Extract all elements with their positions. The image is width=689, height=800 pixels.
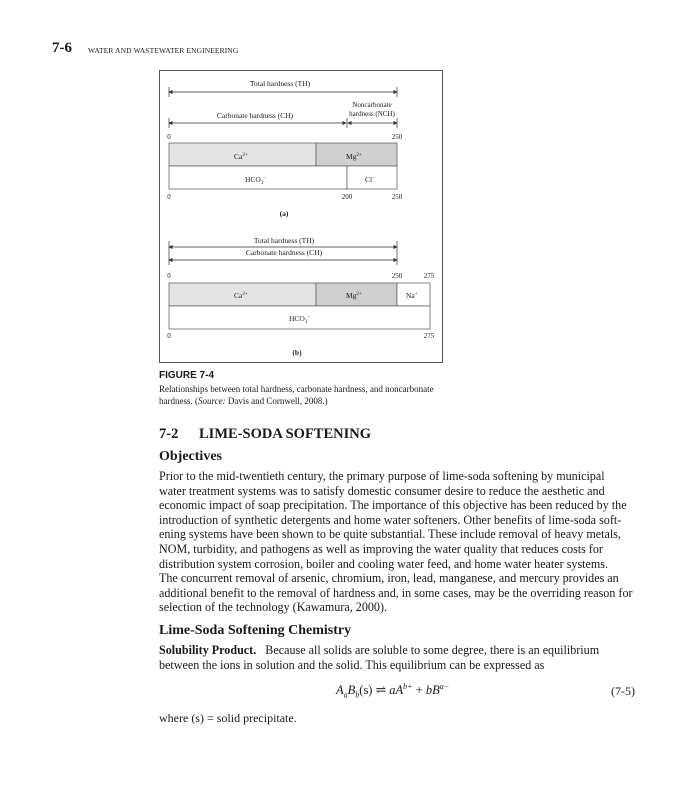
a-carbonate-hardness-label: Carbonate hardness (CH) [216, 111, 294, 120]
b-mg-label: $Mg^{2+}$ [346, 291, 362, 300]
equation-number: (7-5) [611, 684, 635, 698]
a-mg-label: $Mg^{2+}$ [346, 152, 362, 161]
paragraph-line: The concurrent removal of arsenic, chromium, iron, lead, manganese, and mercury provides an [159, 571, 619, 586]
paragraph-line: distribution system corrosion, boiler and cooling water feed, and home water heater systems. [159, 556, 609, 571]
equation-7-5: $A_aB_b(s)$ ⇌ $aA^{b+} + bB^{a-}$ [336, 682, 450, 700]
solubility-line1: Because all solids are soluble to some degree, there is an equilibrium [265, 643, 600, 657]
paragraph-line: water treatment systems was to satisfy domestic consumer desire to reduce the aesthetic and [159, 483, 605, 498]
solubility-lead: Solubility Product. [159, 643, 257, 657]
paragraph-line: between the ions in solution and the solid. This equilibrium can be expressed as [159, 657, 545, 672]
b-na-label: Na+ [406, 291, 418, 300]
paragraph-line: additional benefit to the removal of hardness and, in some cases, may be the overriding reason for [159, 585, 633, 600]
b-panel-label: (b) [292, 348, 302, 357]
caption-source-label: Source: [198, 396, 226, 406]
a-cl-label: Cl− [365, 175, 375, 184]
a-noncarbonate-label-1: Noncarbonate [352, 101, 392, 109]
panel-a [167, 79, 403, 218]
section-title: LIME-SODA SOFTENING [199, 426, 372, 442]
a-bottom-axis-end: 250 [391, 193, 403, 201]
figure-7-4 [159, 70, 443, 363]
chemistry-heading: Lime-Soda Softening Chemistry [159, 623, 352, 638]
section-number: 7-2 [159, 426, 179, 442]
b-total-hardness-label: Total hardness (TH) [253, 236, 315, 245]
paragraph-line: ening systems have been shown to be quite substantial. These include removal of heavy metals, [159, 527, 621, 542]
running-title: WATER AND WASTEWATER ENGINEERING [88, 46, 239, 55]
b-top-axis-mid: 250 [391, 272, 403, 280]
figure-caption [159, 383, 459, 407]
a-bottom-axis-mid: 200 [341, 193, 353, 201]
a-top-axis-end: 250 [391, 133, 403, 141]
b-ca-label: $Ca^{2+}$ [234, 291, 248, 300]
a-ca-label: $Ca^{2+}$ [234, 152, 248, 161]
section-heading [159, 426, 371, 443]
paragraph-line: Prior to the mid-twentieth century, the primary purpose of lime-soda softening by municipal [159, 469, 605, 483]
paragraph-line: selection of the technology (Kawamura, 2000). [159, 600, 388, 615]
page-number: 7-6 [52, 40, 72, 56]
paragraph-line [159, 643, 638, 658]
where-clause: where (s) = solid precipitate. [159, 711, 297, 725]
solubility-paragraph [159, 643, 638, 672]
caption-source: Davis and Cornwell, 2008.) [225, 396, 328, 406]
b-top-axis-start: 0 [167, 272, 171, 280]
objectives-paragraph [159, 469, 638, 615]
a-total-hardness-label: Total hardness (TH) [249, 79, 311, 88]
caption-main: Relationships between total hardness, carbonate hardness, and noncarbonate hardness. ( [159, 384, 434, 406]
a-panel-label: (a) [279, 209, 289, 218]
paragraph-line: economic impact of soap precipitation. The importance of this objective has been reduced by the [159, 498, 627, 513]
b-hco3-label: $HCO_3^-$ [289, 314, 311, 325]
a-noncarbonate-label-2: hardness (NCH) [349, 110, 395, 118]
hardness-diagram [160, 71, 444, 364]
a-hco3-label: $HCO_3^-$ [245, 175, 267, 186]
panel-b [167, 236, 435, 357]
a-top-axis-start: 0 [167, 133, 171, 141]
paragraph-line: NOM, turbidity, and pathogens as well as improving the water quality that reduces costs for [159, 541, 603, 556]
a-bottom-axis-start: 0 [167, 193, 171, 201]
b-carbonate-hardness-label: Carbonate hardness (CH) [245, 248, 323, 257]
b-bottom-axis-end: 275 [423, 332, 435, 340]
b-top-axis-end: 275 [423, 272, 435, 280]
figure-label: FIGURE 7-4 [159, 370, 215, 381]
objectives-heading: Objectives [159, 449, 222, 464]
paragraph-line: introduction of synthetic detergents and home water softeners. Other benefits of lime-soda soft- [159, 512, 622, 527]
b-bottom-axis-start: 0 [167, 332, 171, 340]
